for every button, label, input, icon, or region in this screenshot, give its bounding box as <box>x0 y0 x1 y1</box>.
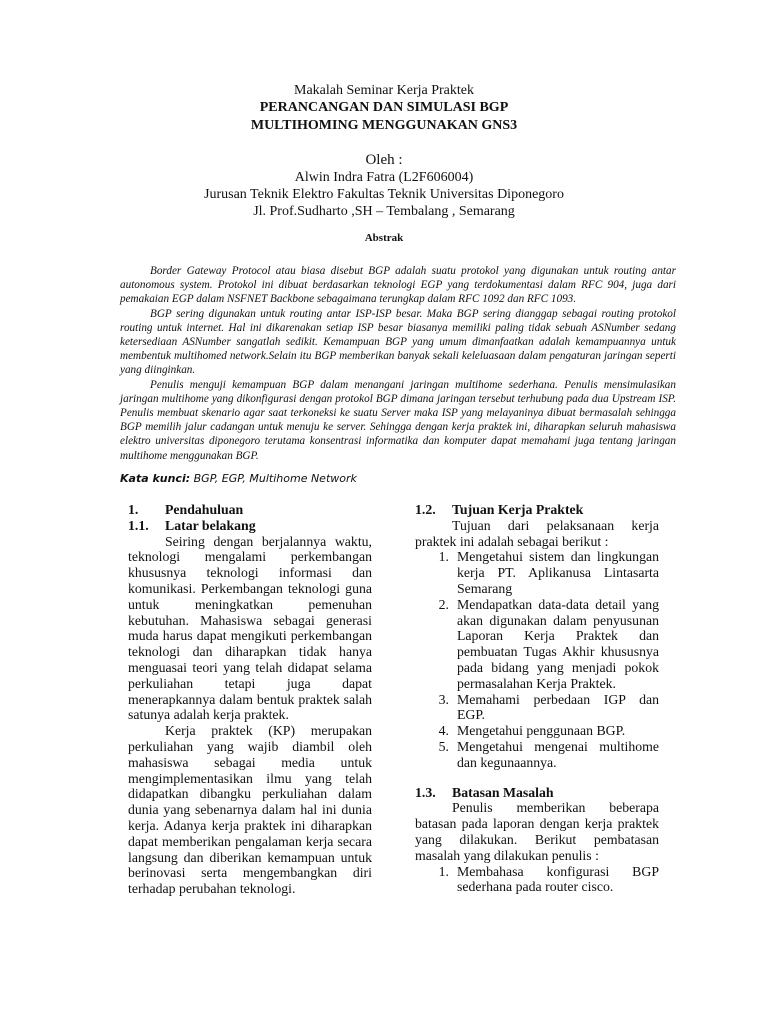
list-text: Mengetahui mengenai multihome dan kegunaannya. <box>457 738 659 770</box>
spacer <box>415 771 659 785</box>
subsection-title: Tujuan Kerja Praktek <box>452 502 584 517</box>
keywords-label: Kata kunci: <box>120 472 191 485</box>
list-number: 1. <box>438 549 449 565</box>
by-label: Oleh : <box>365 152 403 168</box>
list-item <box>415 864 659 896</box>
address: Jl. Prof.Sudharto ,SH – Tembalang , Semarang <box>253 204 515 219</box>
list-number: 4. <box>438 723 449 739</box>
subsection-heading <box>415 502 659 518</box>
author-name: Alwin Indra Fatra (L2F606004) <box>294 170 474 185</box>
paper-title-line-2: MULTIHOMING MENGGUNAKAN GNS3 <box>250 118 518 133</box>
subsection-number: 1.3. <box>415 784 436 800</box>
subsection-title: Batasan Masalah <box>452 784 554 800</box>
section-heading <box>128 502 372 518</box>
list-text: Mendapatkan data-data detail yang akan digunakan dalam penyusunan Laporan Kerja Praktek dan pembuatan Tugas Akhir khususnya pada bidang yang menjadi pokok permasalahan Kerja Praktek. <box>457 596 659 691</box>
list-item <box>415 597 659 692</box>
subsection-number: 1.1. <box>128 517 149 533</box>
section-title: Pendahuluan <box>165 502 244 517</box>
list-number: 3. <box>438 691 449 707</box>
subsection-heading <box>415 785 659 801</box>
list-text: Mengetahui sistem dan lingkungan kerja PT. Aplikanusa Lintasarta Semarang <box>457 549 659 596</box>
abstract-paragraph: Border Gateway Protocol atau biasa disebut BGP adalah suatu protokol yang digunakan untuk routing antar autonomous system. Protokol ini dibuat berdasarkan teknologi EGP yang terdokumentasi dalam RFC 904, juga dari pemakaian EGP dalam NSFNET Backbone sebagaimana terungkap dalam RFC 1092 dan RFC 1093. <box>120 265 676 306</box>
list-text: Mengetahui penggunaan BGP. <box>457 723 626 739</box>
subsection-heading <box>128 518 372 534</box>
keywords-line <box>120 472 357 485</box>
list-item <box>415 692 659 724</box>
list-number: 2. <box>438 596 449 612</box>
left-column <box>128 502 372 897</box>
abstract-heading: Abstrak <box>364 232 404 244</box>
affiliation: Jurusan Teknik Elektro Fakultas Teknik Universitas Diponegoro <box>204 187 564 202</box>
list-text: Membahasa konfigurasi BGP sederhana pada router cisco. <box>457 863 659 895</box>
section-number: 1. <box>128 502 139 517</box>
course-label: Makalah Seminar Kerja Praktek <box>294 83 474 98</box>
body-paragraph: Tujuan dari pelaksanaan kerja praktek ini adalah sebagai berikut : <box>415 517 659 549</box>
list-text: Memahami perbedaan IGP dan EGP. <box>457 691 659 723</box>
list-item <box>415 549 659 596</box>
abstract-paragraph: Penulis menguji kemampuan BGP dalam menangani jaringan multihome sederhana. Penulis mensimulasikan jaringan multihome yang dikonfigurasi dengan protokol BGP dimana jaringan tersebut terhubung pada dua Upstream ISP. Penulis membuat skenario agar saat terkoneksi ke suatu Server maka ISP yang melayaninya dibuat bermasalah sehingga BGP memilih jalur cadangan untuk menuju ke server. Sehingga dengan kerja praktek ini, diharapkan seluruh mahasiswa elektro universitas diponegoro terutama konsentrasi informatika dan komputer dapat memahami juga tentang jaringan multihome menggunakan BGP. <box>120 378 676 462</box>
subsection-title: Latar belakang <box>165 517 256 533</box>
list-item <box>415 723 659 739</box>
body-paragraph: Penulis memberikan beberapa batasan pada laporan dengan kerja praktek yang dilakukan. Berikut pembatasan masalah yang dilakukan penulis : <box>415 800 659 863</box>
list-item <box>415 739 659 771</box>
limits-list <box>415 864 659 896</box>
paper-title-line-1: PERANCANGAN DAN SIMULASI BGP <box>259 100 509 115</box>
abstract-paragraph: BGP sering digunakan untuk routing antar ISP-ISP besar. Maka BGP sering dianggap sebagai routing protokol routing untuk internet. Hal ini dikarenakan setiap ISP besar biasanya memiliki paling tidak sebuah ASNumber sedang ketersediaan ASNumber sangatlah sedikit. Kemampuan BGP yang umum dimanfaatkan adalah kemampuannya untuk membentuk multihomed network.Selain itu BGP memberikan banyak sekali keleluasaan dalam pengaturan jaringan seperti yang diinginkan. <box>120 307 676 377</box>
keywords-value: BGP, EGP, Multihome Network <box>190 472 357 485</box>
list-number: 1. <box>438 863 449 879</box>
abstract-body <box>120 264 676 463</box>
subsection-number: 1.2. <box>415 502 436 517</box>
right-column <box>415 502 659 895</box>
goals-list <box>415 549 659 770</box>
list-number: 5. <box>438 738 449 754</box>
body-paragraph: Seiring dengan berjalannya waktu, teknologi mengalami perkembangan khususnya teknologi informasi dan komunikasi. Perkembangan teknologi guna untuk meningkatkan pemenuhan kebutuhan. Mahasiswa sebagai generasi muda harus dapat mengikuti perkembangan teknologi dan diharapkan tidak hanya menguasai teori yang telah didapat selama perkuliahan tetapi juga dapat menerapkannya dalam bentuk praktek salah satunya adalah kerja praktek. <box>128 533 372 723</box>
body-paragraph: Kerja praktek (KP) merupakan perkuliahan yang wajib diambil oleh mahasiswa sebagai media untuk mengimplementasikan ilmu yang telah didapatkan dibangku perkuliahan dalam dunia yang sebenarnya dalam hal ini dunia kerja. Adanya kerja praktek ini diharapkan dapat memberikan pengalaman kerja secara langsung dan diberikan kemampuan untuk berinovasi serta mengembangkan diri terhadap perubahan teknologi. <box>128 723 372 897</box>
